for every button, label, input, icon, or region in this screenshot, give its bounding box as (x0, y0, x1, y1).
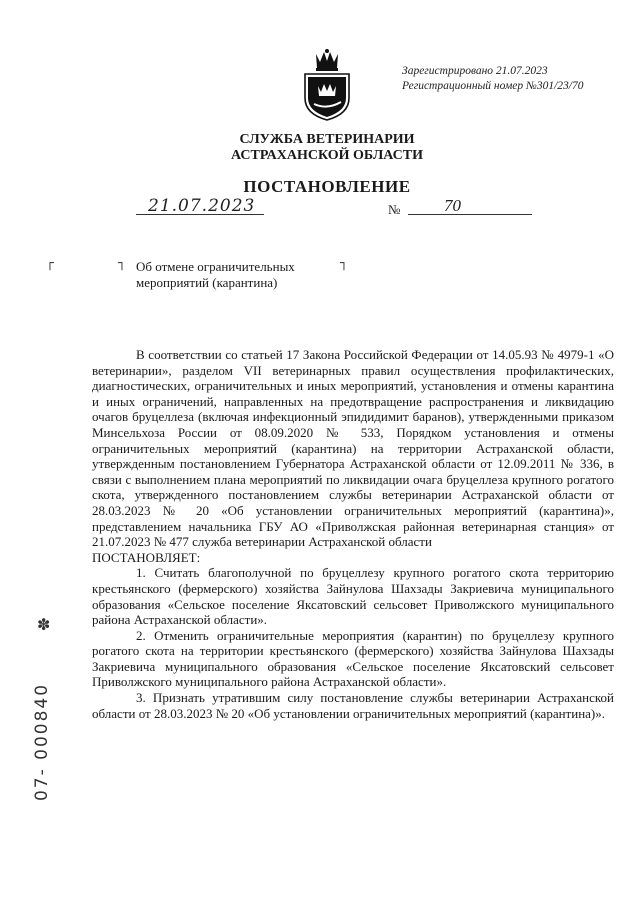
registration-info (402, 64, 584, 94)
subject-line-2: мероприятий (карантина) (136, 275, 278, 290)
organization-line-2: АСТРАХАНСКОЙ ОБЛАСТИ (230, 148, 423, 163)
organization-name (0, 132, 640, 164)
preamble-paragraph: В соответствии со статьей 17 Закона Российской Федерации от 14.05.93 № 4979-1 «О ветеринарии», разделом VII ветеринарных правил осуществления профилактических, диагностических, ограничительных и иных мероприятий, установления и отмены карантина и иных ограничений, направленных на предотвращение распространения и ликвидацию очагов бруцеллеза (включая инфекционный эпидидимит баранов), утвержденными приказом Минсельхоза России от 08.09.2020 № 533, Порядком установления и отмены ограничительных мероприятий (карантина) на территории Астраханской области, утвержденным постановлением Губернатора Астраханской области от 12.09.2011 № 336, в связи с выполнением плана мероприятий по ликвидации очага бруцеллеза крупного рогатого скота, утвержденного постановлением службы ветеринарии Астраханской области от 28.03.2023 № 20 «Об установлении ограничительных мероприятий (карантина)», представлением начальника ГБУ АО «Приволжская районная ветеринарная станция» от 21.07.2023 № 477 служба ветеринарии Астраханской области (92, 347, 614, 550)
number-label: № (388, 202, 401, 217)
item-1: 1. Считать благополучной по бруцеллезу крупного рогатого скота территорию крестьянского (фермерского) хозяйства Зайнулова Шахзады Закриевича муниципального образования «Сельское поселение Яксатовский сельсовет Приволжского муниципального района Астраханской области». (92, 565, 614, 628)
item-2: 2. Отменить ограничительные мероприятия (карантин) по бруцеллезу крупного рогатого скота на территории крестьянского (фермерского) хозяйства Зайнулова Шахзады Закриевича муниципального образования «Сельское поселение Яксатовский сельсовет Приволжского муниципального района Астраханской области». (92, 627, 614, 690)
side-serial (26, 612, 56, 802)
coat-of-arms-icon (300, 48, 354, 122)
corner-mark-mid: ┐ (118, 256, 126, 271)
document-body (92, 347, 614, 721)
corner-mark-right: ┐ (340, 256, 348, 271)
document-date: 21.07.2023 (148, 196, 256, 216)
corner-mark-left: ┌ (46, 256, 54, 271)
number-underline (408, 214, 532, 215)
document-number: 70 (444, 196, 461, 215)
subject-line-1: Об отмене ограничительных (136, 259, 295, 274)
item-3: 3. Признать утратившим силу постановление службы ветеринарии Астраханской области от 28.03.2023 № 20 «Об установлении ограничительных мероприятий (карантина)». (92, 690, 614, 721)
date-underline (136, 214, 264, 215)
document-subject (136, 259, 295, 291)
side-serial-number: 07- 000840 (32, 682, 52, 802)
registration-number: Регистрационный номер №301/23/70 (402, 80, 584, 92)
document-type: ПОСТАНОВЛЕНИЕ (243, 177, 411, 196)
organization-line-1: СЛУЖБА ВЕТЕРИНАРИИ (239, 132, 415, 147)
side-mark: ✽ (37, 615, 51, 634)
registration-date: Зарегистрировано 21.07.2023 (402, 65, 548, 77)
resolves-heading: ПОСТАНОВЛЯЕТ: (92, 549, 201, 565)
